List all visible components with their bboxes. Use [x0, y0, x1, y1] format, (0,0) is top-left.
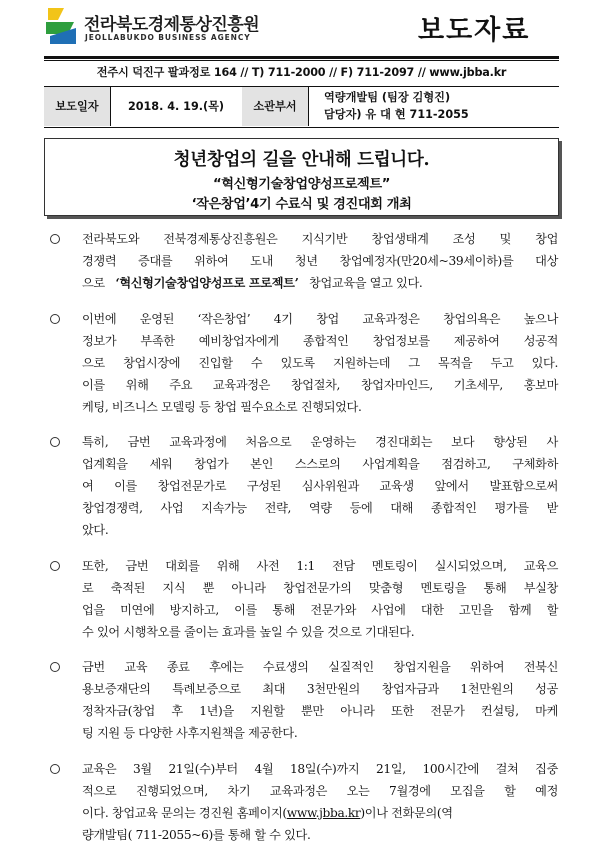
paragraph-line: 금번 교육 종료 후에는 수료생의 실질적인 창업지원을 위하여 전북신 [82, 660, 558, 674]
headline-box [44, 138, 559, 216]
release-info-table [44, 86, 559, 128]
paragraph-text: )이나 전화문의(역 [360, 806, 453, 820]
paragraph-line: 케팅, 비즈니스 모델링 등 창업 필수요소로 진행되었다. [82, 400, 362, 414]
paragraph-line [82, 276, 558, 291]
paragraph-line: 았다. [82, 523, 109, 537]
paragraph-line: 업계획을 세워 창업가 본인 스스로의 사업계획을 점검하고, 구체화하 [82, 457, 558, 471]
header-rule-thin [44, 60, 559, 61]
headline-subtitle-1: “혁신형기술창업양성프로젝트” [213, 177, 390, 192]
paragraph-line: 업을 미연에 방지하고, 이를 통해 전문가와 사업에 대한 고민을 함께 할 [82, 603, 558, 617]
department-label: 소관부서 [242, 87, 308, 126]
doc-type-title: 보도자료 [418, 15, 531, 46]
department-team: 역량개발팀 (팀장 김형진) [324, 91, 451, 104]
paragraph-line: 경쟁력 증대를 위하여 도내 청년 창업예정자(만20세~39세이하)를 대상 [82, 254, 558, 268]
paragraph-line: 특히, 금번 교육과정에 처음으로 운영하는 경진대회는 보다 향상된 사 [82, 435, 558, 449]
paragraph-line: 이를 위해 주요 교육과정은 창업절차, 창업자마인드, 기초세무, 홍보마 [82, 378, 558, 392]
paragraph-line: 로 축적된 지식 뿐 아니라 창업전문가의 맞춤형 멘토링을 통해 부실창 [82, 581, 558, 595]
agency-logo-icon [44, 6, 78, 46]
homepage-link[interactable]: www.jbba.kr [286, 806, 361, 820]
release-date-value: 2018. 4. 19.(목) [127, 100, 225, 113]
divider [308, 87, 309, 126]
circle-bullet-icon [50, 764, 60, 774]
paragraph-line: 정보가 부족한 예비창업자에게 종합적인 창업정보를 제공하여 성공적 [82, 334, 558, 348]
paragraph-line: 창업경쟁력, 사업 지속가능 전략, 역량 등에 대해 종합적인 평가를 받 [82, 501, 558, 515]
agency-logo [44, 6, 284, 48]
agency-name-en: JEOLLABUKDO BUSINESS AGENCY [85, 33, 251, 42]
circle-bullet-icon [50, 437, 60, 447]
paragraph-line: 정착자금(창업 후 1년)을 지원할 뿐만 아니라 또한 전문가 컨설팅, 마케 [82, 704, 558, 718]
header-rule-thick [44, 56, 559, 59]
paragraph-line: 교육은 3월 21일(수)부터 4월 18일(수)까지 21일, 100시간에 걸쳐 집중 [82, 762, 558, 776]
paragraph-text: 이다. 창업교육 문의는 경진원 홈페이지( [82, 806, 287, 820]
department-contact: 담당자) 유 대 현 711-2055 [324, 108, 469, 121]
contact-address: 전주시 덕진구 팔과정로 164 // T) 711-2000 // F) 711-2097 // www.jbba.kr [96, 66, 507, 79]
circle-bullet-icon [50, 314, 60, 324]
headline-title: 청년창업의 길을 안내해 드립니다. [173, 150, 430, 170]
paragraph-text: 으로 [82, 276, 105, 290]
program-name-emphasis: ‘혁신형기술창업양성프로 프로젝트’ [115, 276, 299, 290]
department-value [310, 87, 559, 126]
paragraph-line: 팅 지원 등 다양한 사후지원책을 제공한다. [82, 726, 298, 740]
paragraph-line: 적으로 진행되었으며, 차기 교육과정은 오는 7월경에 모집을 할 예정 [82, 784, 558, 798]
paragraph-line: 수 있어 시행착오를 줄이는 효과를 높일 수 있을 것으로 기대된다. [82, 625, 415, 639]
circle-bullet-icon [50, 662, 60, 672]
paragraph-line: 량개발팀( 711-2055~6)를 통해 할 수 있다. [82, 828, 311, 842]
agency-name-ko: 전라북도경제통상진흥원 [84, 15, 260, 35]
circle-bullet-icon [50, 234, 60, 244]
paragraph-line: 여 이를 창업전문가로 구성된 심사위원과 교육생 앞에서 발표함으로써 [82, 479, 558, 493]
circle-bullet-icon [50, 561, 60, 571]
paragraph-line: 이번에 운영된 ‘작은창업’ 4기 창업 교육과정은 창업의욕은 높으나 [82, 312, 558, 326]
paragraph-line: 전라북도와 전북경제통상진흥원은 지식기반 창업생태계 조성 및 창업 [82, 232, 558, 246]
paragraph-text: 창업교육을 열고 있다. [309, 276, 423, 290]
paragraph-line: 또한, 금번 대회를 위해 사전 1:1 전담 멘토링이 실시되었으며, 교육으 [82, 559, 558, 573]
paragraph-line [82, 806, 558, 821]
headline-subtitle-2: ‘작은창업’4기 수료식 및 경진대회 개최 [191, 197, 412, 212]
release-date-label: 보도일자 [44, 87, 110, 126]
paragraph-line: 용보증재단의 특례보증으로 최대 3천만원의 창업자금과 1천만원의 성공 [82, 682, 558, 696]
paragraph-line: 으로 창업시장에 진입할 수 있도록 지원하는데 그 목적을 두고 있다. [82, 356, 558, 370]
